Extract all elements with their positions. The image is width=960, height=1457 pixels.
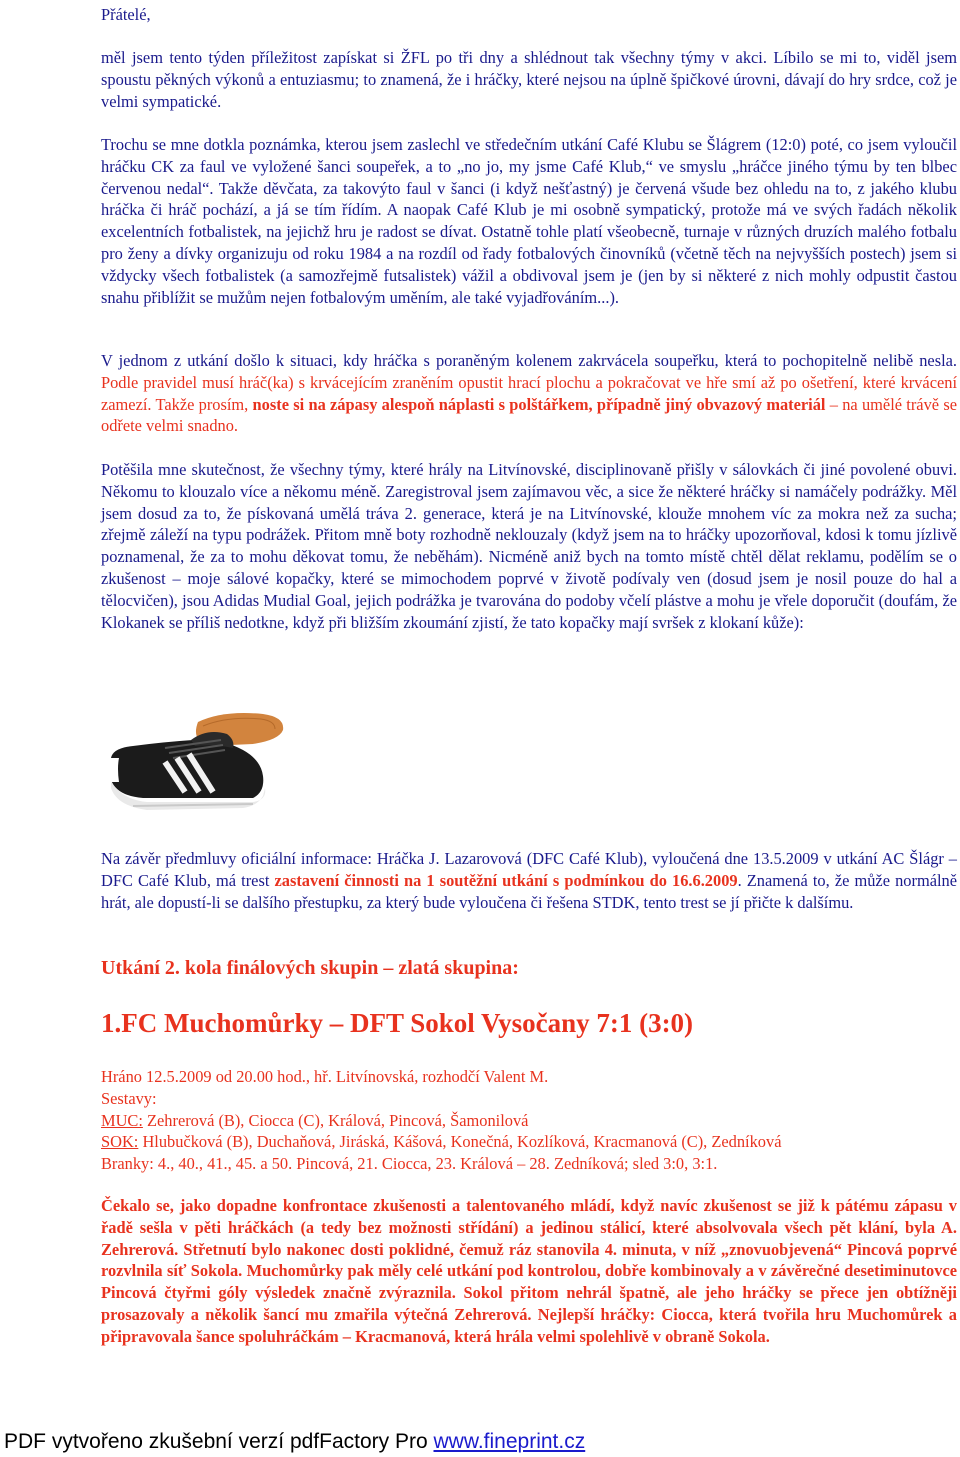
official-info-intro: Na závěr předmluvy oficiální informace: Hráčka J. bbox=[101, 849, 445, 868]
paragraph-red-card-text: Trochu se mne dotkla poznámka, kterou jsem zaslechl ve středečním utkání Café Klubu se Šlágrem (12:0) poté, co jsem vyloučil hráčku CK za faul ve vyložené šanci soupeřek, a to „no jo, my jsme Café Klub,“ ve smyslu „hráčce jiného týmu by ten blbec červenou nedal“. Takže děvčata, za takovýto faul v šanci (i když nešťastný) je červená všude bez ohledu na to, z jakého klubu hráčka či hráč pochází, a já se tím řídím. A naopak Café Klub je mi osobně sympatický, protože má ve svých řadách několik excelentních fotbalistek, na jejichž hru je radost se dívat. Ostatně tohle platí všeobecně, turnaje v různých druzích malého fotbalu pro ženy a dívky organizuju od roku 1984 a na rozdíl od řady fotbalových činovníků (včetně těch na nejvyšších postech) jsem si vždycky všech fotbalistek (a samozřejmě futsalistek) vážil a obdivoval jsem je (jen by si některé z nich mohly odpustit častou snahu přiblížit se mužům nejen fotbalovým uměním, ale také vyjadřováním...). bbox=[101, 135, 957, 307]
match-meta bbox=[101, 1066, 781, 1175]
lineup-muc bbox=[101, 1110, 781, 1132]
bleeding-intro: V jednom z utkání došlo k situaci, kdy hráčka s poraněným kolenem zakrvácela soupeřku, která to pochopitelně nelibě nesla. bbox=[101, 351, 957, 370]
paragraph-match-report: Čekalo se, jako dopadne konfrontace zkušenosti a talentovaného mládí, když navíc zkušenost se již k pátému zápasu v řadě sešla v pěti hráčkách (a tedy bez možnosti střídání) a jedinou stálicí, které absolvovala všech pět klání, byla A. Zehrerová. Střetnutí bylo nakonec dosti poklidné, čemuž ráz stanovila 4. minuta, v níž „znovuobjevená“ Pincová poprvé rozvlnila síť Sokola. Muchomůrky pak měly celé utkání pod kontrolou, dobře kombinovaly a v závěrečné desetiminutovce Pincová čtyřmi góly výsledek značně zvýraznila. Sokol přitom nehrál špatně, ale jeho hráčky se přece jen obtížněji prosazovaly a několik šancí mu zmařila výtečná Zehrerová. Nejlepší hráčky: Ciocca, která tvořila hru Muchomůrek a připravovala šance spoluhráčkám – Kracmanová, která hrála velmi spolehlivě v obraně Sokola. bbox=[101, 1196, 957, 1346]
greeting: Přátelé, bbox=[101, 5, 151, 24]
lineup-sok-label: SOK: bbox=[101, 1132, 139, 1152]
lineup-sok bbox=[101, 1131, 781, 1153]
official-info-detail: Lazarovová (DFC Café Klub), vyloučená dne 13.5.2009 v utkání AC Šlágr – DFC Café Klub, má trest bbox=[101, 849, 958, 890]
section-heading: Utkání 2. kola finálových skupin – zlatá skupina: bbox=[101, 957, 519, 979]
official-info-penalty: zastavení činnosti na 1 soutěžní utkání s podmínkou do 16.6.2009 bbox=[274, 870, 738, 890]
sneaker-shoe-image bbox=[103, 700, 293, 820]
paragraph-official-info bbox=[101, 848, 957, 913]
bleeding-rule-text: Podle pravidel musí hráč(ka) s krvácejícím zraněním opustit hrací plochu a pokračovat ve hře smí až po ošetření, které krvácení zamezí. Takže prosím, bbox=[101, 372, 957, 414]
lineup-sok-players: Hlubučková (B), Duchaňová, Jiráská, Kášová, Konečná, Kozlíková, Kracmanová (C), Zedníková bbox=[138, 1132, 782, 1152]
paragraph-bleeding-rule bbox=[101, 350, 957, 437]
paragraph-intro: měl jsem tento týden příležitost zapískat si ŽFL po tři dny a shlédnout tak všechny týmy v akci. Líbilo se mi to, viděl jsem spoustu pěkných výkonů a entuziasmu; to znamená, že i hráčky, které nejsou na úplně špičkové úrovni, dávají do hry srdce, což je velmi sympatické. bbox=[101, 48, 957, 111]
lineups-label: Sestavy: bbox=[101, 1088, 157, 1108]
footer-link[interactable]: www.fineprint.cz bbox=[433, 1430, 586, 1453]
lineup-muc-label: MUC: bbox=[101, 1110, 143, 1130]
goals-info: Branky: 4., 40., 41., 45. a 50. Pincová, 21. Ciocca, 23. Králová – 28. Zedníková; sled 3:0, 3:1. bbox=[101, 1154, 718, 1174]
bleeding-rule-emphasis: noste si na zápasy alespoň náplasti s polštářkem, případně jiný obvazový materiál bbox=[252, 394, 826, 414]
paragraph-red-card bbox=[101, 134, 957, 308]
pdf-footer bbox=[4, 1430, 585, 1454]
match-heading: 1.FC Muchomůrky – DFT Sokol Vysočany 7:1 (3:0) bbox=[101, 1008, 694, 1038]
footer-text: PDF vytvořeno zkušební verzí pdfFactory Pro bbox=[4, 1430, 434, 1453]
lineup-muc-players: Zehrerová (B), Ciocca (C), Králová, Pincová, Šamonilová bbox=[142, 1110, 529, 1130]
official-info-end: . Znamená to, že může normálně hrát, ale dopustí-li se dalšího přestupku, za který bude vyloučena či řešena STDK, tento trest se jí přičte k dalšímu. bbox=[101, 870, 957, 912]
bleeding-rule-end: – na umělé trávě se odřete velmi snadno. bbox=[101, 394, 957, 436]
match-played-info: Hráno 12.5.2009 od 20.00 hod., hř. Litvínovská, rozhodčí Valent M. bbox=[101, 1067, 549, 1086]
paragraph-shoes: Potěšila mne skutečnost, že všechny týmy, které hrály na Litvínovské, disciplinovaně přišly v sálovkách či jiné povolené obuvi. Někomu to klouzalo více a někomu méně. Zaregistroval jsem zajímavou věc, a sice že některé hráčky si namáčely podrážky. Měl jsem dosud za to, že pískovaná umělá tráva 2. generace, která je na Litvínovské, klouže mnohem víc za mokra než za sucha; zřejmě záleží na typu podrážek. Přitom mně boty rozhodně neklouzaly (když jsem na to hráčky upozorňoval, kdosi k tomu jízlivě poznamenal, že za to mohu děkovat tomu, že neběhám). Nicméně aniž bych na tomto místě chtěl dělat reklamu, podělím se o zkušenost – moje sálové kopačky, které se mimochodem poprvé v životě podívaly ven (dosud jsem je nosil pouze do hal a tělocvičen), jsou Adidas Mudial Goal, jejich podrážka je tvarována do podoby včelí plástve a mohu je vřele doporučit (doufám, že Klokanek se příliš nedotkne, když při bližším zkoumání zjistí, že tato kopačky mají svršek z klokaní kůže): bbox=[101, 460, 957, 632]
